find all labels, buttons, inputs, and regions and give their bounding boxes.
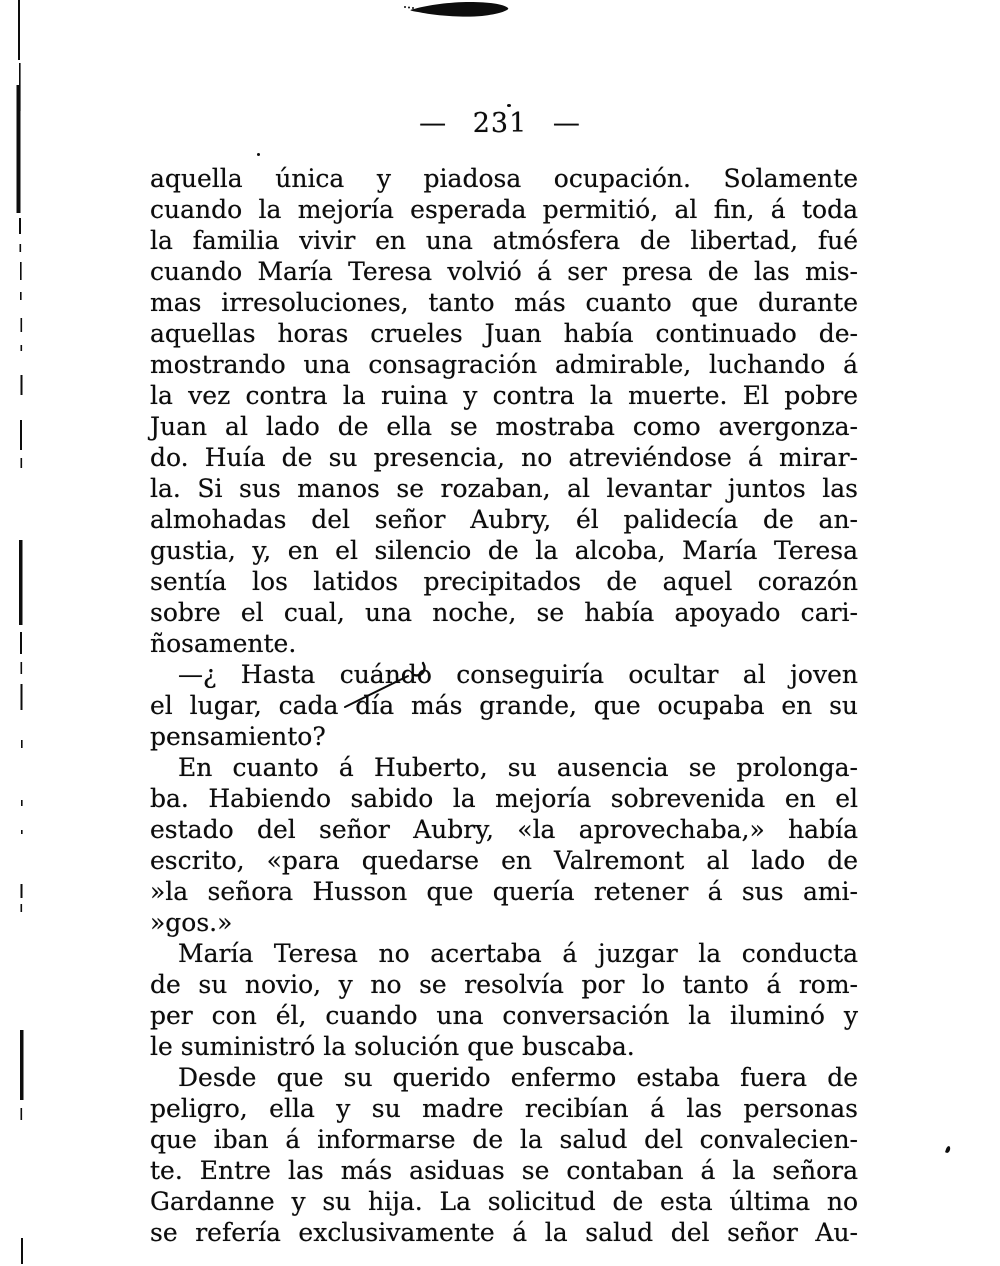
page-number: — 231 — bbox=[419, 108, 581, 139]
text-line: almohadas del señor Aubry, él palidecía de an- bbox=[150, 505, 858, 534]
text-line: la. Si sus manos se rozaban, al levantar juntos las bbox=[150, 474, 858, 503]
text-line: —¿ Hasta cuándo conseguiría ocultar al joven bbox=[178, 660, 858, 689]
text-line: Gardanne y su hija. La solicitud de esta última no bbox=[150, 1187, 858, 1216]
text-line: ba. Habiendo sabido la mejoría sobrevenida en el bbox=[150, 784, 858, 813]
text-line: mostrando una consagración admirable, luchando á bbox=[150, 350, 858, 379]
text-line: sobre el cual, una noche, se había apoyado cari- bbox=[150, 598, 858, 627]
text-line: sentía los latidos precipitados de aquel corazón bbox=[150, 567, 858, 596]
text-line: te. Entre las más asiduas se contaban á la señora bbox=[150, 1156, 858, 1185]
text-line: le suministró la solución que buscaba. bbox=[150, 1032, 635, 1061]
text-line: se refería exclusivamente á la salud del señor Au- bbox=[150, 1218, 858, 1247]
text-line: el lugar, cada día más grande, que ocupaba en su bbox=[150, 691, 858, 720]
text-line: ñosamente. bbox=[150, 629, 297, 658]
ink-speck bbox=[257, 153, 260, 156]
text-line: la familia vivir en una atmósfera de libertad, fué bbox=[150, 226, 858, 255]
text-line: estado del señor Aubry, «la aprovechaba,» había bbox=[150, 815, 858, 844]
text-line: cuando María Teresa volvió á ser presa de las mis- bbox=[150, 257, 858, 286]
text-line: Desde que su querido enfermo estaba fuera de bbox=[178, 1063, 858, 1092]
text-line: que iban á informarse de la salud del convalecien- bbox=[150, 1125, 858, 1154]
text-line: de su novio, y no se resolvía por lo tanto á rom- bbox=[150, 970, 858, 999]
scan-edge-line bbox=[0, 0, 30, 1266]
text-line: peligro, ella y su madre recibían á las personas bbox=[150, 1094, 858, 1123]
text-line: la vez contra la ruina y contra la muerte. El pobre bbox=[150, 381, 858, 410]
ink-speck bbox=[945, 1146, 951, 1154]
text-line: »la señora Husson que quería retener á sus ami- bbox=[150, 877, 858, 906]
text-line: escrito, «para quedarse en Valremont al lado de bbox=[150, 846, 858, 875]
text-line: María Teresa no acertaba á juzgar la conducta bbox=[178, 939, 858, 968]
text-line: gustia, y, en el silencio de la alcoba, María Teresa bbox=[150, 536, 858, 565]
ink-smudge bbox=[402, 0, 514, 24]
text-line: En cuanto á Huberto, su ausencia se prolonga- bbox=[178, 753, 858, 782]
text-line: »gos.» bbox=[150, 908, 233, 937]
text-line: per con él, cuando una conversación la iluminó y bbox=[150, 1001, 858, 1030]
text-line: aquellas horas crueles Juan había continuado de- bbox=[150, 319, 858, 348]
text-line: cuando la mejoría esperada permitió, al fin, á toda bbox=[150, 195, 858, 224]
text-line: aquella única y piadosa ocupación. Solamente bbox=[150, 164, 858, 193]
ink-speck bbox=[507, 104, 511, 107]
text-line: mas irresoluciones, tanto más cuanto que durante bbox=[150, 288, 858, 317]
text-line: Juan al lado de ella se mostraba como avergonza- bbox=[150, 412, 858, 441]
page-body bbox=[150, 163, 858, 1248]
text-line: pensamiento? bbox=[150, 722, 326, 751]
text-line: do. Huía de su presencia, no atreviéndose á mirar- bbox=[150, 443, 858, 472]
